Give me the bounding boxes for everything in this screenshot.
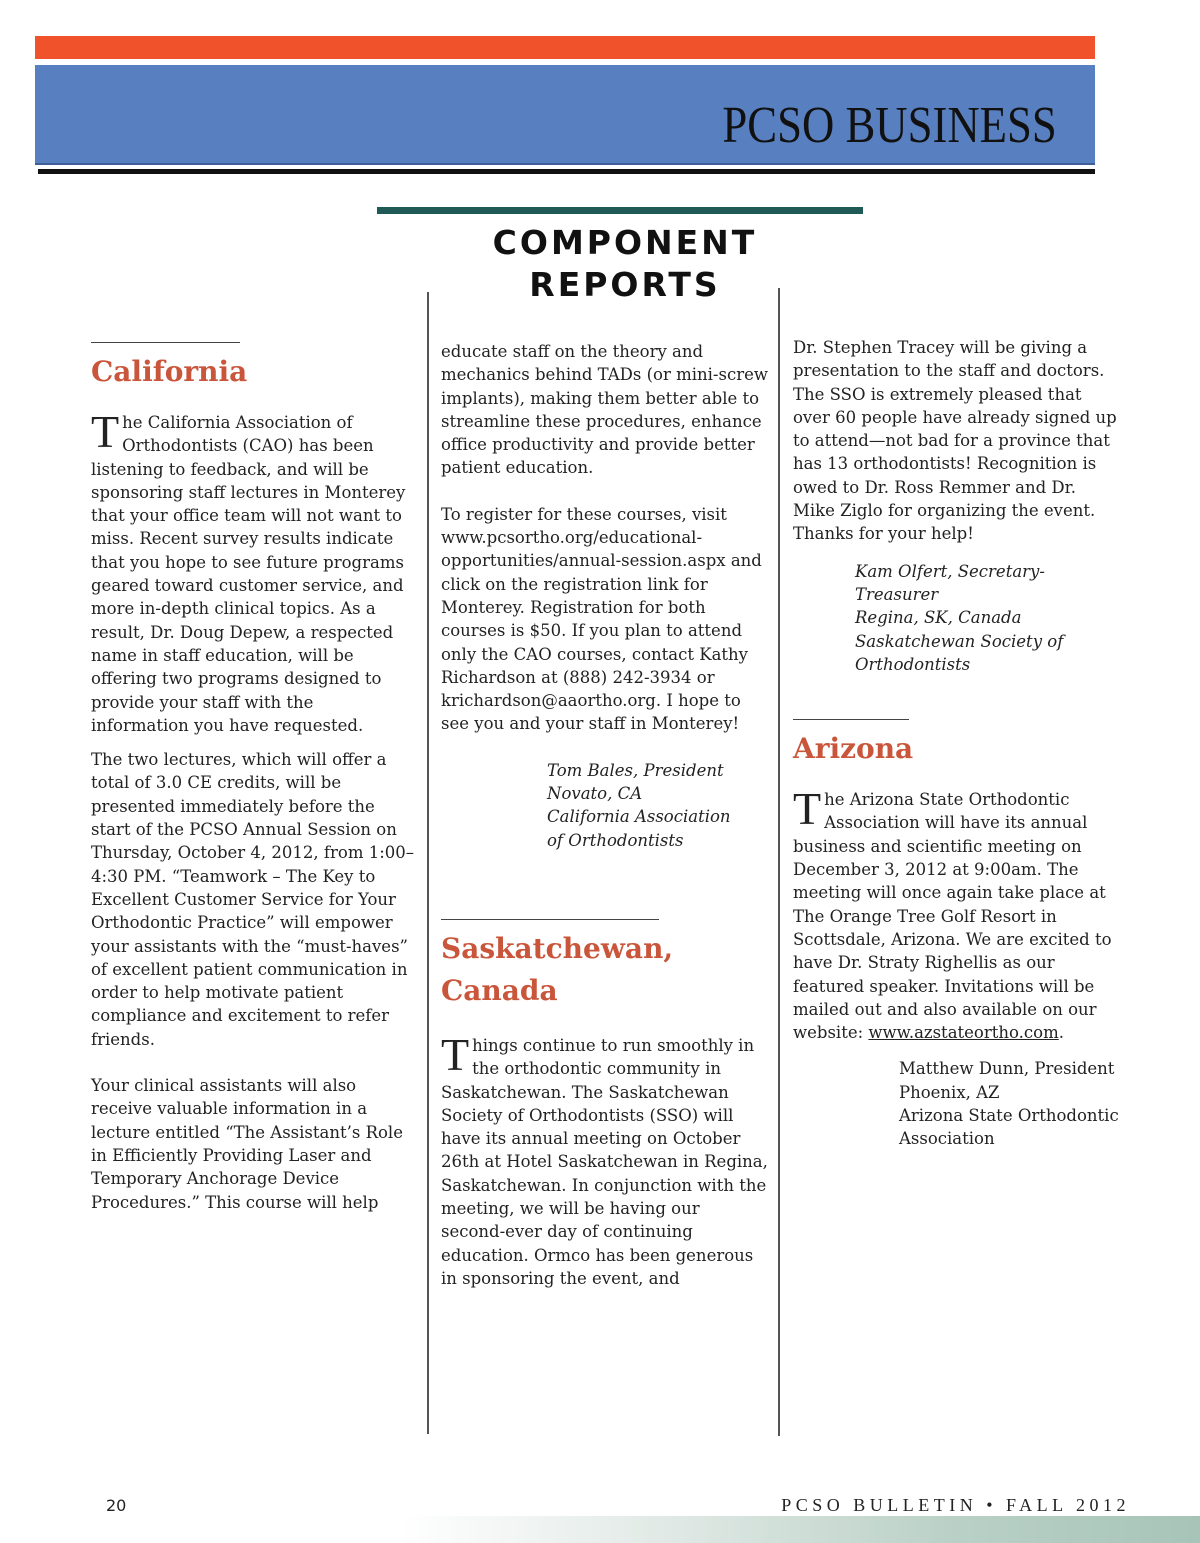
signature-line: California Association [547, 807, 731, 827]
section-rule [91, 342, 240, 343]
section-rule [441, 919, 659, 920]
california-signature [547, 759, 769, 852]
column-2 [441, 340, 769, 1290]
arizona-signature [899, 1057, 1121, 1150]
arizona-heading: Arizona [793, 732, 914, 766]
signature-line: of Orthodontists [547, 830, 684, 850]
signature-line: Tom Bales, President [547, 760, 724, 780]
column-divider-left [427, 292, 429, 1434]
column-divider-right [778, 288, 780, 1436]
saskatchewan-intro-paragraph [441, 1028, 769, 1290]
saskatchewan-heading [441, 928, 769, 1012]
signature-line: Orthodontists [855, 654, 971, 674]
signature-line: Phoenix, AZ [899, 1082, 1000, 1102]
signature-line: Regina, SK, Canada [855, 608, 1022, 628]
section-title: PCSO BUSINESS [722, 97, 1057, 154]
california-paragraph-2: The two lectures, which will offer a total of 3.0 CE credits, will be presented immediately before the start of the PCSO Annual Session on Thursday, October 4, 2012, from 1:00–4:30 PM. “Teamwork – The Key to Excellent Customer Service for Your Orthodontic Practice” will empower your assistants with the “must-haves” of excellent patient communication in order to help motivate patient compliance and excitement to refer friends. [91, 750, 415, 1049]
drop-cap: T [91, 406, 120, 457]
signature-line: Saskatchewan Society of [855, 631, 1064, 651]
california-paragraph-3: Your clinical assistants will also receive valuable information in a lecture entitled “The Assistant’s Role in Efficiently Providing Laser and Temporary Anchorage Device Procedures.” This course will help [91, 1076, 403, 1212]
saskatchewan-signature [855, 560, 1121, 676]
arizona-intro-paragraph [793, 783, 1121, 1044]
column-3 [793, 336, 1121, 1151]
page-number: 20 [106, 1496, 127, 1515]
california-paragraph-5: To register for these courses, visit www.pcsortho.org/educational-opportunities/annual-session.aspx and click on the registration link for Monterey. Registration for both courses is $50. If you plan to attend only the CAO courses, contact Kathy Richardson at (888) 242-3934 or krichardson@aaortho.org. I hope to see you and your staff in Monterey! [441, 504, 762, 734]
signature-line: Arizona State Orthodontic [899, 1106, 1119, 1126]
footer-gradient-band [400, 1516, 1200, 1543]
drop-cap: T [793, 783, 822, 835]
saskatchewan-paragraph-2: Dr. Stephen Tracey will be giving a presentation to the staff and doctors. The SSO is extremely pleased that over 60 people have already signed up to attend—not bad for a province that has 13 orthodontists! Recognition is owed to Dr. Ross Remmer and Dr. Mike Ziglo for organizing the event. Thanks for your help! [793, 338, 1117, 544]
california-paragraph-4: educate staff on the theory and mechanics behind TADs (or mini-screw implants), making them better able to streamline these procedures, enhance office productivity and provide better patient education. [441, 342, 768, 478]
signature-line: Novato, CA [547, 784, 643, 804]
paragraph-text: . [1058, 1023, 1064, 1043]
paragraph-text: hings continue to run smoothly in the orthodontic community in Saskatchewan. The Saskatchewan Society of Orthodontists (SSO) will have its annual meeting on October 26th at Hotel Saskatchewan in Regina, Saskatchewan. In conjunction with the meeting, we will be having our second-ever day of continuing education. Ormco has been generous in sponsoring the event, and [441, 1035, 768, 1288]
column-1 [91, 335, 416, 1214]
paragraph-text: he Arizona State Orthodontic Association will have its annual business and scientific meeting on December 3, 2012 at 9:00am. The meeting will once again take place at The Orange Tree Golf Resort in Scottsdale, Arizona. We are excited to have Dr. Straty Righellis as our featured speaker. Invitations will be mailed out and also available on our website: [793, 790, 1112, 1043]
headline-rule [377, 207, 863, 214]
header-orange-bar [35, 36, 1095, 59]
signature-line: Matthew Dunn, President [899, 1059, 1115, 1079]
signature-line: Kam Olfert, Secretary-Treasurer [855, 561, 1045, 604]
california-heading: California [91, 355, 248, 388]
section-rule [793, 719, 909, 720]
website-link[interactable]: www.azstateortho.com [868, 1023, 1059, 1043]
california-intro-paragraph [91, 406, 416, 737]
paragraph-text: he California Association of Orthodontists (CAO) has been listening to feedback, and will be sponsoring staff lectures in Monterey that your office team will not want to miss. Recent survey results indicate that you hope to see future programs geared toward customer service, and more in-depth clinical topics. As a result, Dr. Doug Depew, a respected name in staff education, will be offering two programs designed to provide your staff with the information you have requested. [91, 413, 406, 735]
header-rule [38, 169, 1095, 174]
heading-line: Saskatchewan, [441, 931, 674, 965]
signature-line: Association [899, 1129, 995, 1149]
heading-line: Canada [441, 973, 558, 1007]
page-headline: COMPONENT REPORTS [492, 223, 758, 304]
drop-cap: T [441, 1028, 470, 1080]
publication-footer: PCSO BULLETIN • FALL 2012 [781, 1495, 1130, 1515]
